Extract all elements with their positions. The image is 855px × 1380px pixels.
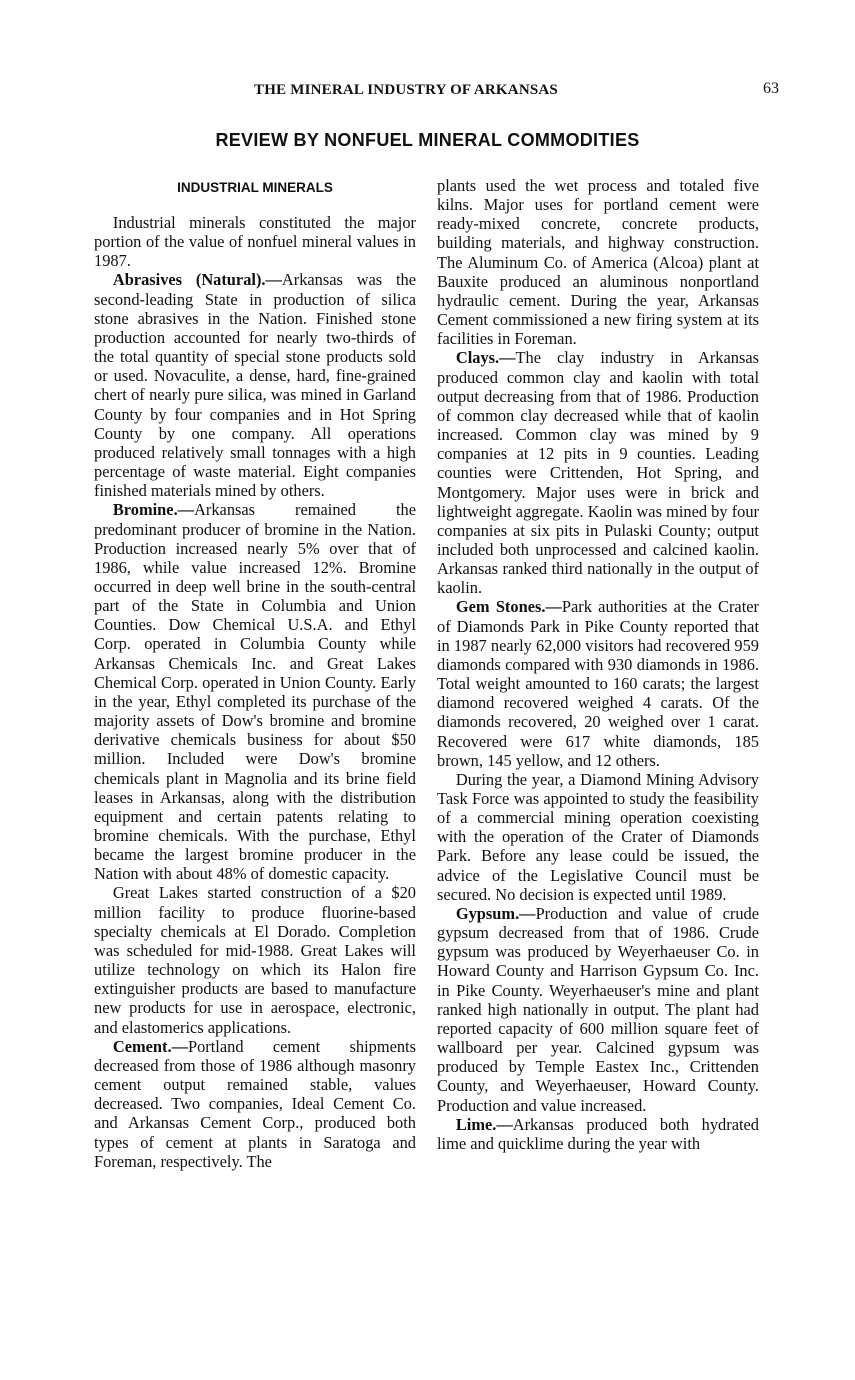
intro-paragraph: Industrial minerals constituted the major portion of the value of nonfuel mineral values in 1987. [94, 213, 416, 271]
task-force-paragraph: During the year, a Diamond Mining Advisory Task Force was appointed to study the feasibility of a commercial mining operation coexisting with the operation of the Crater of Diamonds Park. Before any lease could be issued, the advice of the Legislative Council must be secured. No decision is expected until 1989. [437, 769, 759, 904]
lime-paragraph [437, 1115, 759, 1153]
bromine-text: Arkansas remained the predominant producer of bromine in the Nation. Production increased nearly 5% over that of 1986, while value increased 12%. Bromine occurred in deep well brine in the south-central part of the State in Columbia and Union Counties. Dow Chemical U.S.A. and Ethyl Corp. operated in Columbia County while Arkansas Chemicals Inc. and Great Lakes Chemical Corp. operated in Union County. Early in the year, Ethyl completed its purchase of the majority assets of Dow's bromine and bromine derivative chemicals business for about $50 million. Included were Dow's bromine chemicals plant in Magnolia and its brine field leases in Arkansas, along with the distribution equipment and certain patents relating to bromine chemicals. With the purchase, Ethyl became the largest bromine producer in the Nation with about 48% of domestic capacity. [94, 500, 416, 884]
clays-heading: Clays.— [455, 348, 516, 368]
lime-heading: Lime.— [455, 1114, 513, 1134]
clays-paragraph [437, 348, 759, 597]
gypsum-paragraph [437, 904, 759, 1115]
running-head: THE MINERAL INDUSTRY OF ARKANSAS [254, 82, 558, 98]
great-lakes-paragraph: Great Lakes started construction of a $20 million facility to produce fluorine-based specialty chemicals at El Dorado. Completion was scheduled for mid-1988. Great Lakes will utilize technology on which its Halon fire extinguisher products are based to manufacture new products for use in aerospace, electronic, and elastomerics applications. [94, 883, 416, 1037]
cement-continued-paragraph: plants used the wet process and totaled five kilns. Major uses for portland cement were ready-mixed concrete, concrete products, building materials, and highway construction. The Aluminum Co. of America (Alcoa) plant at Bauxite produced an aluminous nonportland hydraulic cement. During the year, Arkansas Cement commissioned a new firing system at its facilities in Foreman. [437, 176, 759, 349]
gem-stones-text: Park authorities at the Crater of Diamonds Park in Pike County reported that in 1987 nearly 62,000 visitors had recovered 959 diamonds compared with 930 diamonds in 1986. Total weight amounted to 160 carats; the largest diamond recovered weighed 4 carats. Of the diamonds recovered, 20 weighed over 1 carat. Recovered were 617 white diamonds, 185 brown, 145 yellow, and 12 others. [437, 597, 759, 770]
abrasives-paragraph [94, 270, 416, 500]
industrial-minerals-subhead: INDUSTRIAL MINERALS [177, 180, 333, 195]
bromine-heading: Bromine.— [112, 500, 195, 520]
section-title: REVIEW BY NONFUEL MINERAL COMMODITIES [215, 130, 640, 150]
page-number: 63 [763, 80, 779, 97]
gypsum-heading: Gypsum.— [455, 903, 536, 923]
clays-text: The clay industry in Arkansas produced common clay and kaolin with total output decreasing from that of 1986. Production of common clay decreased while that of kaolin increased. Common clay was mined by 9 companies at 12 pits in 9 counties. Leading counties were Crittenden, Hot Spring, and Montgomery. Major uses were in brick and lightweight aggregate. Kaolin was mined by four companies at six pits in Pulaski County; output included both unprocessed and calcined kaolin. Arkansas ranked third nationally in the output of kaolin. [437, 348, 759, 598]
gem-stones-paragraph [437, 597, 759, 769]
gem-stones-heading: Gem Stones.— [455, 597, 562, 617]
right-column [437, 176, 759, 1153]
left-column [94, 180, 416, 1171]
abrasives-text: Arkansas was the second-leading State in production of silica stone abrasives in the Nation. Finished stone production accounted for nearly two-thirds of the total quantity of special stone products sold or used. Novaculite, a dense, hard, fine-grained chert of nearly pure silica, was mined in Garland County by four companies and in Hot Spring County by one company. All operations produced relatively small tonnages with a high percentage of waste material. Eight companies finished materials mined by others. [94, 270, 417, 501]
cement-text: Portland cement shipments decreased from those of 1986 although masonry cement output remained stable, values decreased. Two companies, Ideal Cement Co. and Arkansas Cement Corp., produced both types of cement at plants in Saratoga and Foreman, respectively. The [94, 1036, 416, 1171]
cement-heading: Cement.— [112, 1036, 188, 1056]
bromine-paragraph [94, 500, 416, 883]
abrasives-heading: Abrasives (Natural).— [112, 270, 282, 290]
gypsum-text: Production and value of crude gypsum decreased from that of 1986. Crude gypsum was produced by Weyerhaeuser Co. in Howard County and Harrison Gypsum Co. Inc. in Pike County. Weyerhaeuser's mine and plant ranked high nationally in output. The plant had reported capacity of 600 million square feet of wallboard per year. Calcined gypsum was produced by Temple Eastex Inc., Crittenden County, and Weyerhaeuser, Howard County. Production and value increased. [437, 903, 759, 1115]
lime-text: Arkansas produced both hydrated lime and quicklime during the year with [437, 1114, 759, 1153]
cement-paragraph [94, 1037, 416, 1171]
